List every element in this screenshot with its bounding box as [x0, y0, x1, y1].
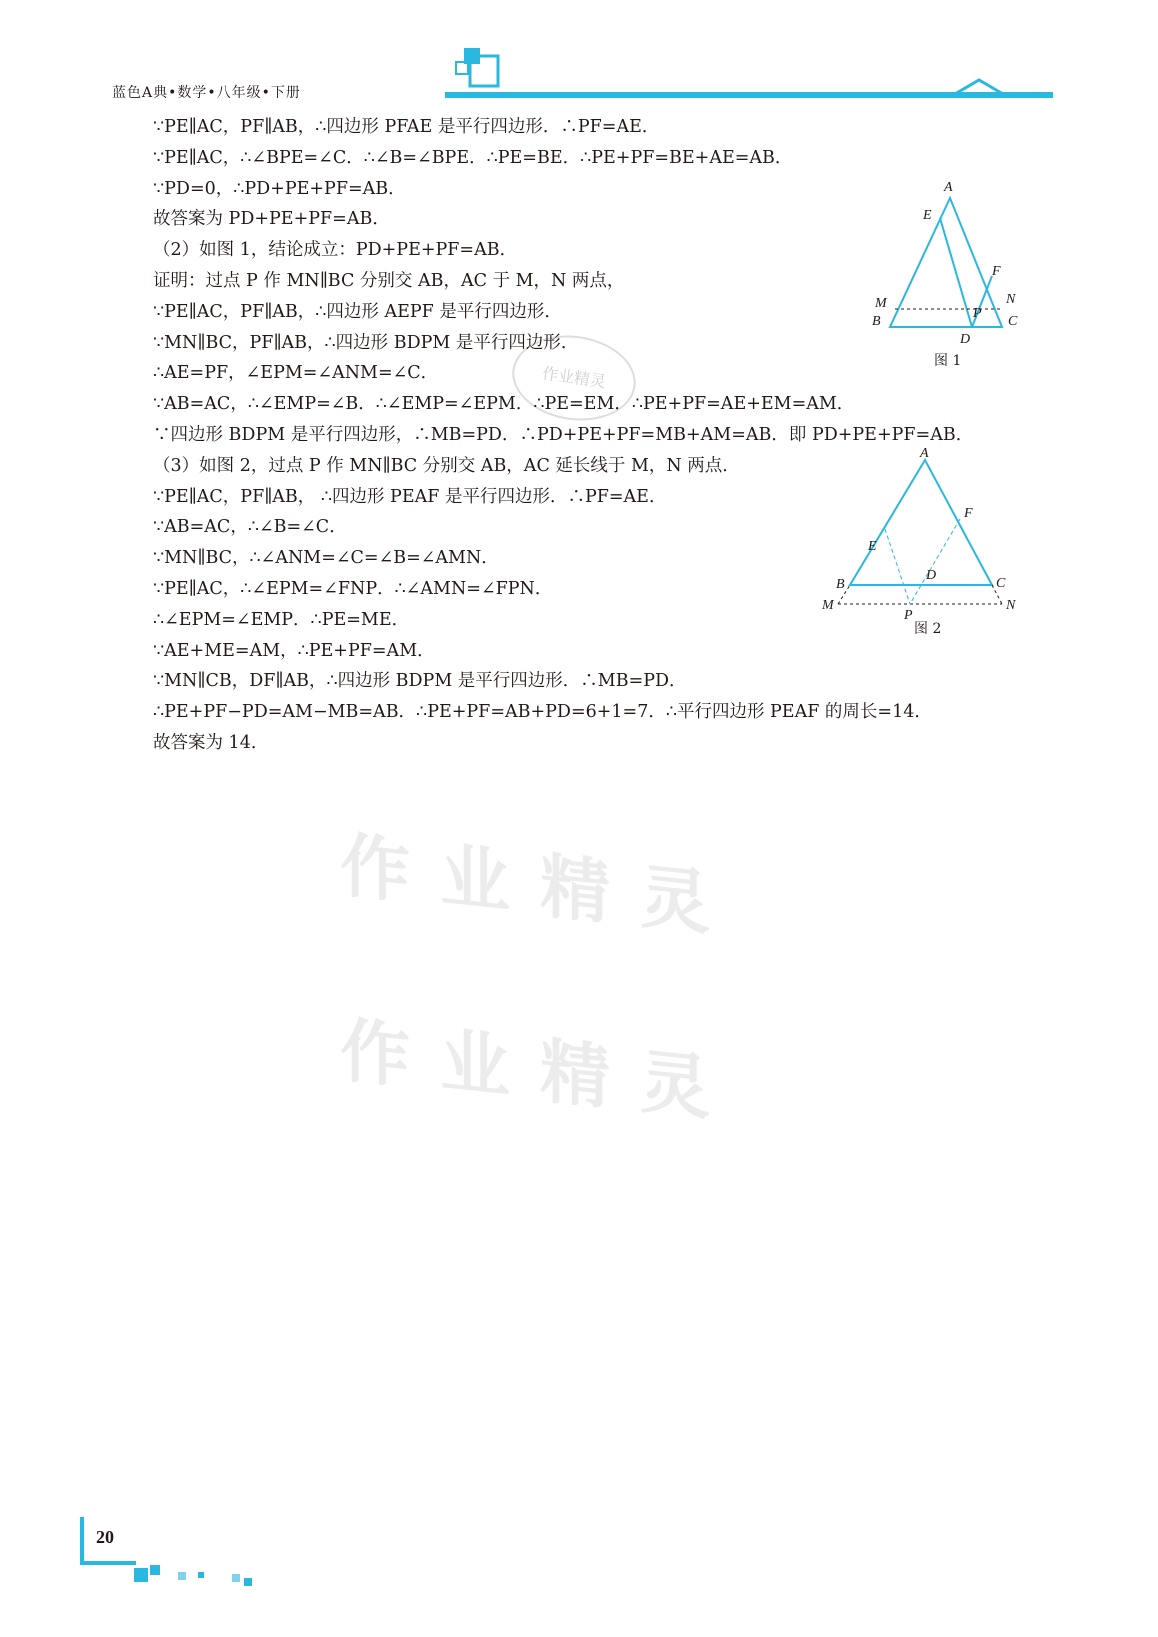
label-b: B	[836, 577, 845, 592]
label-m: M	[822, 598, 834, 613]
text-line: ∴∠EPM=∠EMP．∴PE=ME．	[153, 609, 410, 630]
watermark-seal: 作业精灵	[507, 328, 641, 428]
footer-decoration-square	[232, 1574, 240, 1582]
text-line: ∵MN∥BC，∴∠ANM=∠C=∠B=∠AMN．	[153, 548, 499, 569]
header-decoration-squares	[450, 44, 510, 94]
running-header: 蓝色A典•数学•八年级•下册	[112, 85, 301, 101]
text-line: 故答案为 14．	[153, 732, 269, 753]
segment-pe	[885, 529, 910, 604]
label-p: P	[904, 608, 913, 623]
text-line: ∵MN∥BC，PF∥AB，∴四边形 BDPM 是平行四边形．	[153, 332, 579, 353]
watermark-text: 作业精灵	[340, 1008, 740, 1134]
label-e: E	[923, 208, 932, 223]
text-line: ∵四边形 BDPM 是平行四边形，∴MB=PD．∴PD+PE+PF=MB+AM=AB．即 PD+PE+PF=AB．	[153, 424, 974, 445]
label-b: B	[872, 314, 881, 329]
figure-1-caption: 图 1	[934, 353, 962, 369]
label-c: C	[996, 576, 1006, 591]
text-line: ∵MN∥CB，DF∥AB，∴四边形 BDPM 是平行四边形．∴MB=PD．	[153, 671, 687, 692]
page-number: 20	[96, 1527, 114, 1547]
text-line: （3）如图 2，过点 P 作 MN∥BC 分别交 AB，AC 延长线于 M，N 两点．	[153, 455, 740, 476]
triangle-abc	[850, 460, 992, 585]
figure-1	[860, 175, 1040, 375]
figure-2-caption: 图 2	[914, 621, 942, 637]
text-line: ∵AB=AC，∴∠B=∠C．	[153, 517, 347, 538]
text-line: ∴PE+PF−PD=AM−MB=AB．∴PE+PF=AB+PD=6+1=7．∴平行四边形 PEAF 的周长=14．	[153, 702, 932, 723]
label-c: C	[1008, 314, 1018, 329]
label-f: F	[964, 506, 973, 521]
text-line: ∵PE∥AC，∴∠EPM=∠FNP．∴∠AMN=∠FPN．	[153, 578, 553, 599]
text-line: ∵AB=AC，∴∠EMP=∠B．∴∠EMP=∠EPM．∴PE=EM．∴PE+PF=AE+EM=AM．	[153, 394, 855, 415]
header-rule-peak	[955, 78, 1015, 98]
label-a: A	[920, 446, 929, 461]
footer-decoration-square	[150, 1565, 160, 1575]
footer-decoration-square	[198, 1572, 204, 1578]
figure-2	[820, 443, 1020, 673]
text-line: 故答案为 PD+PE+PF=AB．	[153, 209, 390, 230]
label-f: F	[992, 264, 1001, 279]
footer-decoration-square	[178, 1572, 186, 1580]
text-line: ∵PE∥AC，PF∥AB，∴四边形 AEPF 是平行四边形．	[153, 301, 562, 322]
segment-ep	[940, 218, 972, 327]
label-a: A	[944, 180, 953, 195]
label-n: N	[1006, 292, 1016, 307]
text-line: ∴AE=PF，∠EPM=∠ANM=∠C．	[153, 363, 439, 384]
footer-decoration-square	[134, 1568, 148, 1582]
text-line: ∵PE∥AC，PF∥AB，∴四边形 PFAE 是平行四边形．∴PF=AE．	[153, 117, 660, 137]
label-e: E	[868, 539, 877, 554]
label-d: D	[926, 568, 937, 583]
segment-pf	[910, 519, 960, 604]
footer-decoration-square	[244, 1578, 252, 1586]
triangle-abc	[890, 198, 1002, 327]
text-line: ∵PD=0，∴PD+PE+PF=AB．	[153, 178, 406, 199]
label-m: M	[875, 296, 887, 311]
text-line: （2）如图 1，结论成立：PD+PE+PF=AB．	[153, 240, 518, 261]
text-line: ∵PE∥AC，∴∠BPE=∠C．∴∠B=∠BPE．∴PE=BE．∴PE+PF=BE+AE=AB．	[153, 147, 793, 168]
label-d: D	[960, 332, 971, 347]
text-line: ∵AE+ME=AM，∴PE+PF=AM．	[153, 640, 435, 661]
watermark-text: 作业精灵	[340, 823, 740, 949]
label-p: P	[973, 306, 982, 321]
label-n: N	[1006, 598, 1016, 613]
text-line: ∵PE∥AC，PF∥AB， ∴四边形 PEAF 是平行四边形．∴PF=AE．	[153, 486, 667, 507]
text-line: 证明：过点 P 作 MN∥BC 分别交 AB，AC 于 M，N 两点，	[153, 270, 625, 291]
